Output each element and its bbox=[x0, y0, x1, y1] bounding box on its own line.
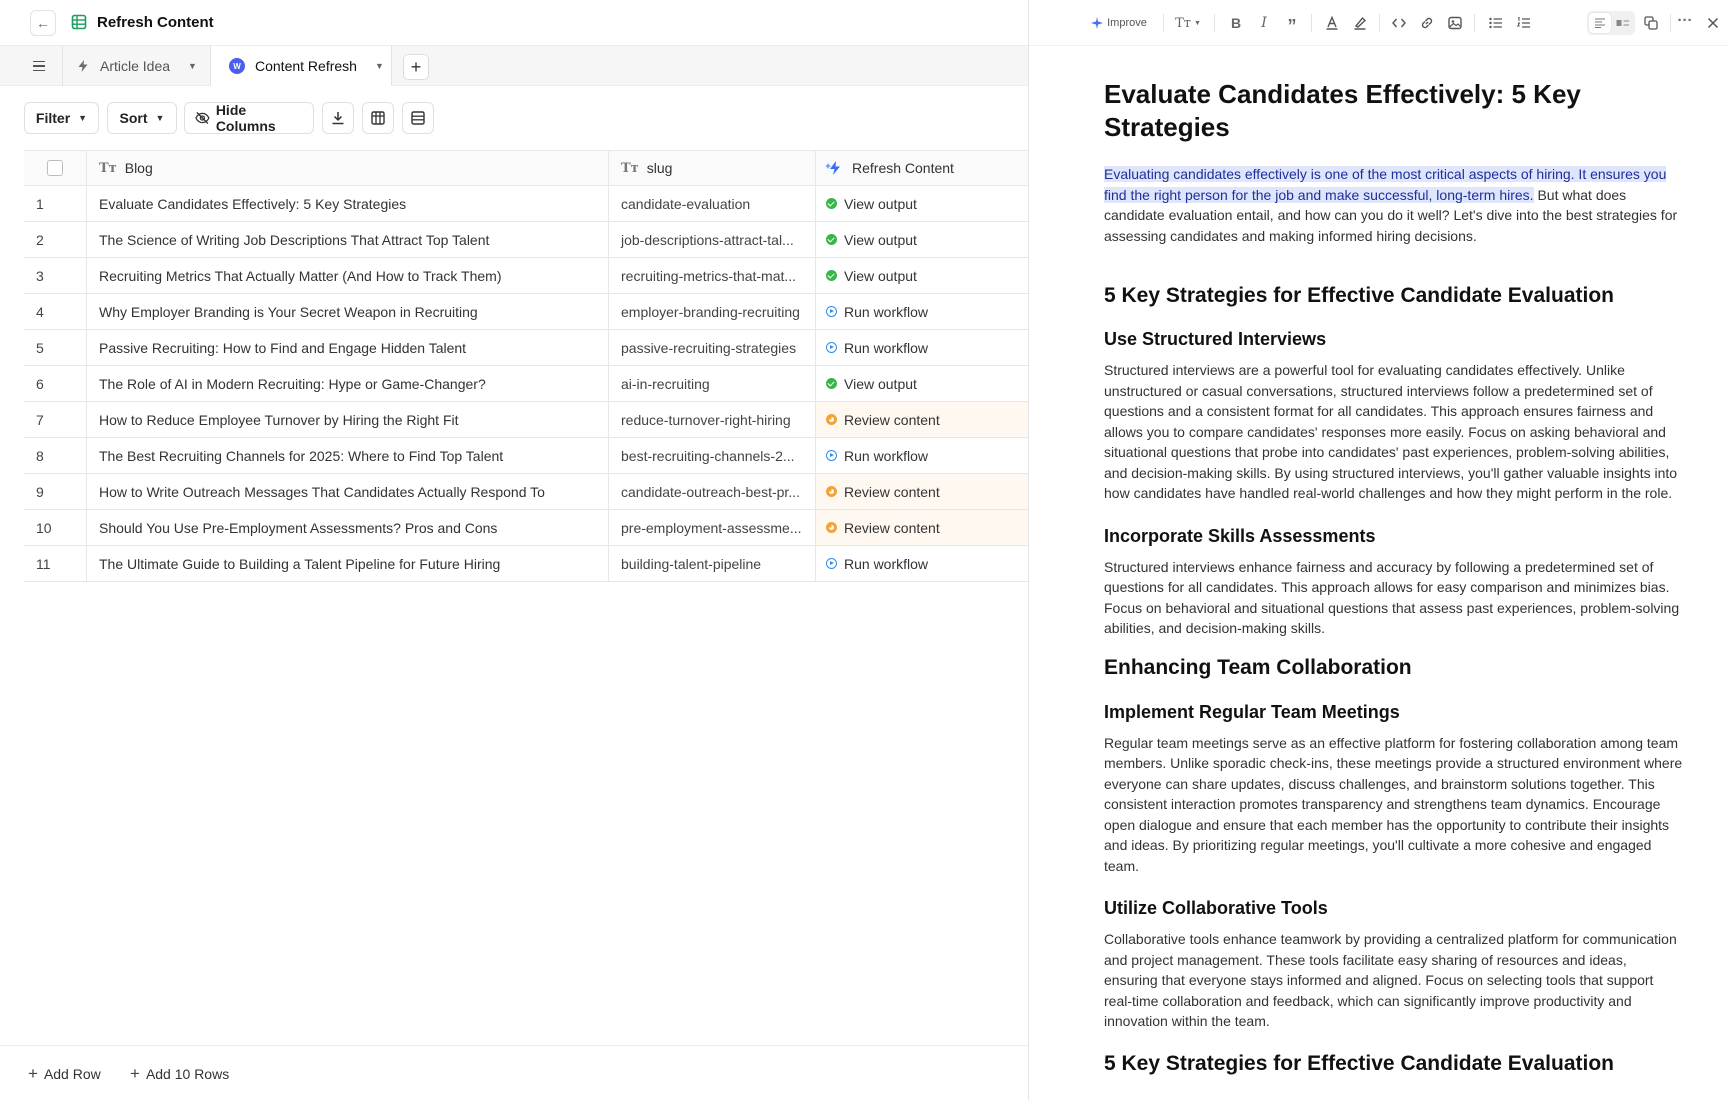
status-action[interactable] bbox=[826, 268, 917, 284]
close-editor-button[interactable] bbox=[1703, 13, 1723, 33]
arrow-left-icon: ← bbox=[36, 15, 50, 31]
table-row[interactable] bbox=[24, 294, 1028, 330]
slug-cell[interactable] bbox=[609, 222, 816, 257]
tab-label: Content Refresh bbox=[255, 58, 357, 74]
hide-columns-label: Hide Columns bbox=[215, 102, 276, 134]
check-circle-icon bbox=[826, 270, 837, 281]
code-button[interactable] bbox=[1389, 13, 1409, 33]
refresh-content-cell[interactable] bbox=[816, 294, 1028, 329]
column-header-slug[interactable] bbox=[609, 151, 816, 185]
image-button[interactable] bbox=[1445, 13, 1465, 33]
blog-title: Passive Recruiting: How to Find and Engage Hidden Talent bbox=[99, 339, 467, 356]
text-type-icon: Tт bbox=[621, 160, 639, 176]
page-title: Refresh Content bbox=[97, 14, 214, 31]
chevron-down-icon: ▼ bbox=[1193, 19, 1201, 27]
column-label: slug bbox=[646, 160, 673, 176]
filter-button[interactable] bbox=[24, 102, 99, 134]
status-label: View output bbox=[844, 375, 917, 392]
column-header-blog[interactable] bbox=[87, 151, 609, 185]
blog-title: Should You Use Pre-Employment Assessments? Pros and Cons bbox=[99, 519, 498, 536]
row-height-button[interactable] bbox=[402, 102, 434, 134]
slug-value: building-talent-pipeline bbox=[621, 555, 762, 572]
copy-icon bbox=[1644, 16, 1658, 30]
table-row[interactable] bbox=[24, 222, 1028, 258]
status-action[interactable] bbox=[826, 448, 928, 464]
highlight-button[interactable] bbox=[1350, 13, 1370, 33]
slug-value: employer-branding-recruiting bbox=[621, 303, 800, 320]
chevron-down-icon[interactable]: ▼ bbox=[188, 61, 197, 71]
refresh-content-cell[interactable] bbox=[816, 474, 1028, 509]
heading-style-button[interactable] bbox=[1171, 13, 1205, 33]
refresh-content-cell[interactable] bbox=[816, 186, 1028, 221]
status-label: Run workflow bbox=[844, 303, 929, 320]
filter-label: Filter bbox=[35, 110, 71, 126]
blog-cell[interactable] bbox=[87, 222, 609, 257]
row-number-label: 2 bbox=[36, 231, 44, 248]
status-action[interactable] bbox=[826, 232, 917, 248]
improve-label: Improve bbox=[1107, 17, 1147, 29]
eye-off-icon bbox=[195, 111, 210, 125]
highlighted-text-selection: Evaluating candidates effectively is one of the most critical aspects of hiring. It ensures you find the right person for the job and make successful, long-term hires. bbox=[1104, 166, 1667, 203]
section-heading: 5 Key Strategies for Effective Candidate Evaluation bbox=[1104, 1051, 1614, 1075]
add-row-button[interactable] bbox=[28, 1064, 101, 1084]
rows-icon bbox=[411, 111, 425, 125]
blog-cell[interactable] bbox=[87, 186, 609, 221]
status-label: Run workflow bbox=[844, 555, 929, 572]
slug-value: job-descriptions-attract-tal... bbox=[621, 231, 794, 248]
align-left-button[interactable] bbox=[1589, 13, 1611, 33]
plus-icon: + bbox=[410, 56, 422, 77]
row-number[interactable] bbox=[24, 366, 87, 401]
status-label: View output bbox=[844, 267, 917, 284]
download-button[interactable] bbox=[322, 102, 354, 134]
highlighter-icon bbox=[1353, 16, 1367, 30]
refresh-content-cell[interactable] bbox=[816, 258, 1028, 293]
slug-cell[interactable] bbox=[609, 294, 816, 329]
subsection-heading: Implement Regular Team Meetings bbox=[1104, 701, 1400, 722]
document-title: Evaluate Candidates Effectively: 5 Key Strategies bbox=[1104, 79, 1581, 142]
status-action[interactable] bbox=[826, 304, 928, 320]
status-action[interactable] bbox=[826, 556, 928, 572]
slug-value: best-recruiting-channels-2... bbox=[621, 447, 795, 464]
column-label: Blog bbox=[124, 160, 153, 176]
columns-icon bbox=[371, 111, 385, 125]
refresh-content-cell[interactable] bbox=[816, 366, 1028, 401]
text-wrap-icon bbox=[1616, 18, 1630, 28]
view-tabs-bar bbox=[0, 46, 1028, 86]
blog-title: How to Reduce Employee Turnover by Hiring the Right Fit bbox=[99, 411, 459, 428]
slug-value: pre-employment-assessme... bbox=[621, 519, 802, 536]
menu-icon[interactable] bbox=[27, 56, 51, 76]
table-row[interactable] bbox=[24, 366, 1028, 402]
image-icon bbox=[1448, 16, 1462, 30]
blog-cell[interactable] bbox=[87, 258, 609, 293]
link-icon bbox=[1420, 16, 1434, 30]
paragraph: Structured interviews enhance fairness and accuracy by following a predetermined set of questions for all candidates. This approach allows for easy comparison and minimizes bias. Focus on behavioral and situational questions that assess past experiences, problem-solving abilities, and decision-making skills. bbox=[1104, 558, 1680, 636]
more-horizontal-icon: ··· bbox=[1677, 11, 1693, 29]
slug-value: recruiting-metrics-that-mat... bbox=[621, 267, 797, 284]
download-icon bbox=[331, 111, 345, 125]
blog-cell[interactable] bbox=[87, 546, 609, 581]
subsection-heading: Incorporate Skills Assessments bbox=[1104, 525, 1376, 546]
row-number-label: 11 bbox=[36, 555, 51, 572]
hide-columns-button[interactable] bbox=[184, 102, 314, 134]
paragraph: Collaborative tools enhance teamwork by providing a centralized platform for communication and project management. These tools facilitate easy sharing of resources and ideas, ensuring that everyone stays informed and aligned. Focus on selecting tools that support real-time collaboration and feedback, which can significantly improve productivity and innovation within the team. bbox=[1104, 931, 1677, 1029]
blog-cell[interactable] bbox=[87, 474, 609, 509]
check-circle-icon bbox=[826, 198, 837, 209]
blog-cell[interactable] bbox=[87, 510, 609, 545]
tab-content-refresh[interactable] bbox=[211, 46, 391, 86]
row-number-label: 8 bbox=[36, 447, 44, 464]
slug-cell[interactable] bbox=[609, 510, 816, 545]
slug-cell[interactable] bbox=[609, 546, 816, 581]
intro-paragraph bbox=[1104, 164, 1684, 246]
status-label: Run workflow bbox=[844, 339, 929, 356]
slug-cell[interactable] bbox=[609, 330, 816, 365]
add-row-label: Add Row bbox=[43, 1066, 101, 1082]
ai-workflow-icon bbox=[826, 160, 844, 176]
status-action[interactable] bbox=[826, 520, 940, 536]
section-heading: Enhancing Team Collaboration bbox=[1104, 655, 1412, 679]
table-row[interactable] bbox=[24, 186, 1028, 222]
data-table bbox=[24, 150, 1028, 582]
tab-article-idea[interactable] bbox=[62, 46, 210, 86]
refresh-content-cell[interactable] bbox=[816, 402, 1028, 437]
table-row[interactable] bbox=[24, 330, 1028, 366]
editor-toolbar bbox=[1029, 0, 1728, 46]
play-circle-icon bbox=[826, 558, 837, 569]
blog-title: The Science of Writing Job Descriptions That Attract Top Talent bbox=[99, 231, 490, 248]
add-view-button[interactable] bbox=[403, 54, 429, 80]
numbered-list-icon bbox=[1517, 17, 1531, 29]
slug-cell[interactable] bbox=[609, 366, 816, 401]
table-row[interactable] bbox=[24, 546, 1028, 582]
row-number-label: 5 bbox=[36, 339, 44, 356]
row-number-label: 3 bbox=[36, 267, 44, 284]
section-heading: 5 Key Strategies for Effective Candidate Evaluation bbox=[1104, 284, 1614, 307]
table-toolbar bbox=[0, 86, 1028, 150]
play-circle-icon bbox=[826, 306, 837, 317]
row-number[interactable] bbox=[24, 294, 87, 329]
back-button[interactable] bbox=[30, 10, 56, 36]
row-number[interactable] bbox=[24, 258, 87, 293]
status-action[interactable] bbox=[826, 484, 940, 500]
slug-cell[interactable] bbox=[609, 438, 816, 473]
check-circle-icon bbox=[826, 378, 837, 389]
sparkle-icon bbox=[1091, 17, 1103, 29]
status-label: Review content bbox=[844, 519, 940, 536]
blog-cell[interactable] bbox=[87, 402, 609, 437]
blog-cell[interactable] bbox=[87, 330, 609, 365]
table-row[interactable] bbox=[24, 438, 1028, 474]
pending-circle-icon bbox=[826, 522, 837, 533]
pending-circle-icon bbox=[826, 414, 837, 425]
pending-circle-icon bbox=[826, 486, 837, 497]
quote-button[interactable] bbox=[1282, 13, 1302, 36]
paragraph: Regular team meetings serve as an effective platform for fostering collaboration among team members. Unlike sporadic check-ins, these meetings provide a structured environment where everyone can share updates, discuss challenges, and brainstorm solutions together. This consistent interaction promotes transparency and strengthens team dynamics. Encourage open dialogue and ensure that each member has the opportunity to contribute their insights and ideas. By prioritizing regular meetings, you'll cultivate a more cohesive and engaged team. bbox=[1104, 734, 1683, 874]
row-number-label: 9 bbox=[36, 483, 44, 500]
play-circle-icon bbox=[826, 450, 837, 461]
quote-icon: ” bbox=[1287, 15, 1297, 36]
document-editor-pane bbox=[1029, 0, 1728, 1100]
blog-cell[interactable] bbox=[87, 438, 609, 473]
refresh-content-cell[interactable] bbox=[816, 510, 1028, 545]
status-label: Run workflow bbox=[844, 447, 929, 464]
column-view-button[interactable] bbox=[362, 102, 394, 134]
blog-cell[interactable] bbox=[87, 294, 609, 329]
table-header-row bbox=[24, 150, 1028, 186]
chevron-down-icon: ▼ bbox=[78, 113, 88, 123]
blog-title: Why Employer Branding is Your Secret Weapon in Recruiting bbox=[99, 303, 478, 320]
row-number-label: 6 bbox=[36, 375, 44, 392]
row-number-label: 4 bbox=[36, 303, 44, 320]
blog-title: Recruiting Metrics That Actually Matter (And How to Track Them) bbox=[99, 267, 502, 284]
table-row[interactable] bbox=[24, 402, 1028, 438]
bullet-list-button[interactable] bbox=[1486, 13, 1506, 33]
status-label: Review content bbox=[844, 483, 940, 500]
row-number-label: 10 bbox=[36, 519, 52, 536]
row-number[interactable] bbox=[24, 186, 87, 221]
status-action[interactable] bbox=[826, 340, 928, 356]
table-grid-icon bbox=[71, 14, 87, 30]
chevron-down-icon: ▼ bbox=[155, 113, 165, 123]
table-body bbox=[24, 186, 1028, 582]
row-number[interactable] bbox=[24, 546, 87, 581]
plus-icon: + bbox=[130, 1064, 140, 1083]
status-label: View output bbox=[844, 231, 917, 248]
bold-icon: B bbox=[1230, 15, 1242, 31]
play-circle-icon bbox=[826, 342, 837, 353]
status-label: Review content bbox=[844, 411, 940, 428]
workflow-badge-icon: W bbox=[229, 58, 245, 74]
header-bar bbox=[0, 0, 1028, 46]
text-color-icon bbox=[1325, 16, 1339, 30]
more-options-button[interactable] bbox=[1675, 13, 1695, 33]
slug-cell[interactable] bbox=[609, 186, 816, 221]
row-number-label: 1 bbox=[36, 195, 44, 212]
row-number-label: 7 bbox=[36, 411, 44, 428]
row-number[interactable] bbox=[24, 222, 87, 257]
table-footer bbox=[0, 1045, 1028, 1100]
slug-value: candidate-evaluation bbox=[621, 195, 751, 212]
tab-label: Article Idea bbox=[100, 58, 171, 74]
add-10-rows-label: Add 10 Rows bbox=[145, 1066, 230, 1082]
table-row[interactable] bbox=[24, 474, 1028, 510]
slug-cell[interactable] bbox=[609, 258, 816, 293]
italic-button[interactable] bbox=[1254, 13, 1274, 33]
align-left-icon bbox=[1594, 18, 1606, 28]
slug-cell[interactable] bbox=[609, 474, 816, 509]
copy-button[interactable] bbox=[1641, 13, 1661, 33]
sort-button[interactable] bbox=[107, 102, 177, 134]
improve-button[interactable] bbox=[1084, 13, 1154, 33]
row-number[interactable] bbox=[24, 474, 87, 509]
slug-value: reduce-turnover-right-hiring bbox=[621, 411, 791, 428]
document-content[interactable] bbox=[1104, 78, 1684, 1078]
code-icon bbox=[1392, 17, 1406, 29]
numbered-list-button[interactable] bbox=[1514, 13, 1534, 33]
slug-cell[interactable] bbox=[609, 402, 816, 437]
row-number[interactable] bbox=[24, 402, 87, 437]
subsection-heading: Utilize Collaborative Tools bbox=[1104, 898, 1328, 918]
lightning-icon bbox=[76, 59, 90, 73]
refresh-content-cell[interactable] bbox=[816, 438, 1028, 473]
column-header-refresh-content[interactable] bbox=[816, 151, 1028, 185]
select-all-checkbox[interactable] bbox=[47, 160, 63, 176]
blog-cell[interactable] bbox=[87, 366, 609, 401]
slug-value: passive-recruiting-strategies bbox=[621, 339, 797, 356]
row-number[interactable] bbox=[24, 438, 87, 473]
check-circle-icon bbox=[826, 234, 837, 245]
blog-title: The Role of AI in Modern Recruiting: Hype or Game-Changer? bbox=[99, 375, 486, 392]
link-button[interactable] bbox=[1417, 13, 1437, 33]
refresh-content-cell[interactable] bbox=[816, 546, 1028, 581]
paragraph: Structured interviews are a powerful tool for evaluating candidates effectively. Unlike unstructured or casual conversations, structured interviews follow a predetermined set of questions and a consistent format for all candidates. This approach ensures fairness and allows you to compare candidates' responses more easily. Focus on asking behavioral and situational questions that probe into candidates' past experiences, problem-solving abilities, and decision-making skills. By using structured interviews, you'll gather valuable insights into how candidates have handled real-world challenges and how they might perform in the role. bbox=[1104, 362, 1678, 501]
column-label: Refresh Content bbox=[852, 160, 954, 176]
sort-label: Sort bbox=[119, 110, 148, 126]
text-type-icon: Tт bbox=[99, 160, 117, 176]
text-style-icon: Tт bbox=[1175, 15, 1191, 31]
row-number[interactable] bbox=[24, 510, 87, 545]
table-row[interactable] bbox=[24, 510, 1028, 546]
add-10-rows-button[interactable] bbox=[130, 1064, 229, 1084]
align-side-button[interactable] bbox=[1612, 13, 1634, 33]
close-icon bbox=[1707, 17, 1719, 29]
bold-button[interactable] bbox=[1226, 13, 1246, 33]
alignment-toggle bbox=[1587, 11, 1635, 35]
plus-icon: + bbox=[28, 1064, 38, 1083]
slug-value: ai-in-recruiting bbox=[621, 375, 710, 392]
refresh-content-cell[interactable] bbox=[816, 222, 1028, 257]
intro-rest: But what does candidate evaluation entail, and how can you do it well? Let's dive into the best strategies for assessing candidates and making informed hiring decisions. bbox=[1104, 186, 1678, 244]
blog-title: How to Write Outreach Messages That Candidates Actually Respond To bbox=[99, 483, 545, 500]
bullet-list-icon bbox=[1489, 17, 1503, 29]
blog-title: The Best Recruiting Channels for 2025: Where to Find Top Talent bbox=[99, 447, 504, 464]
blog-title: The Ultimate Guide to Building a Talent Pipeline for Future Hiring bbox=[99, 555, 501, 572]
blog-title: Evaluate Candidates Effectively: 5 Key Strategies bbox=[99, 195, 407, 212]
status-action[interactable] bbox=[826, 412, 940, 428]
status-label: View output bbox=[844, 195, 917, 212]
chevron-down-icon[interactable]: ▼ bbox=[374, 61, 384, 71]
status-action[interactable] bbox=[826, 376, 917, 392]
text-color-button[interactable] bbox=[1322, 13, 1342, 33]
table-row[interactable] bbox=[24, 258, 1028, 294]
select-all-cell bbox=[24, 151, 87, 185]
refresh-content-cell[interactable] bbox=[816, 330, 1028, 365]
italic-icon: I bbox=[1261, 15, 1267, 31]
slug-value: candidate-outreach-best-pr... bbox=[621, 483, 800, 500]
row-number[interactable] bbox=[24, 330, 87, 365]
subsection-heading: Use Structured Interviews bbox=[1104, 329, 1327, 349]
status-action[interactable] bbox=[826, 196, 917, 212]
